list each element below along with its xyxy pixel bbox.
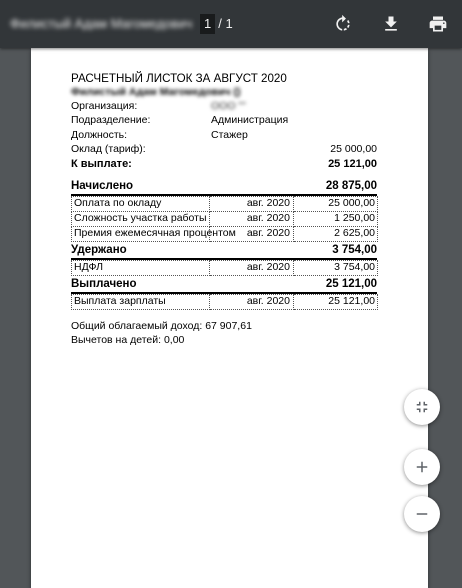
line-name: НДФЛ bbox=[72, 260, 210, 275]
withheld-table bbox=[71, 260, 378, 276]
line-period: авг. 2020 bbox=[210, 260, 294, 275]
accrued-table bbox=[71, 196, 378, 242]
page-total: / 1 bbox=[218, 16, 233, 31]
page-indicator bbox=[200, 14, 233, 34]
withheld-total: 3 754,00 bbox=[332, 243, 377, 256]
accrued-total: 28 875,00 bbox=[325, 179, 377, 192]
table-row bbox=[72, 226, 378, 241]
print-icon bbox=[428, 14, 448, 34]
current-page-input[interactable]: 1 bbox=[200, 14, 215, 34]
print-button[interactable] bbox=[424, 10, 452, 38]
withheld-header bbox=[71, 243, 377, 258]
info-value: ООО "" bbox=[211, 100, 246, 112]
employee-name: Филистый Адам Магомедович () bbox=[71, 86, 241, 98]
line-amount: 2 625,00 bbox=[294, 226, 378, 241]
withheld-label: Удержано bbox=[71, 243, 127, 256]
info-row-position bbox=[71, 128, 377, 142]
info-label: Организация: bbox=[71, 100, 138, 112]
paid-label: Выплачено bbox=[71, 277, 137, 290]
zoom-in-icon bbox=[413, 458, 431, 476]
payslip bbox=[71, 72, 377, 348]
line-amount: 25 121,00 bbox=[294, 294, 378, 309]
zoom-in-button[interactable] bbox=[404, 449, 440, 485]
download-button[interactable] bbox=[377, 10, 405, 38]
rotate-button[interactable] bbox=[329, 10, 357, 38]
info-label: Должность: bbox=[71, 128, 128, 141]
line-name: Сложность участка работы bbox=[72, 211, 210, 226]
line-name: Выплата зарплаты bbox=[72, 294, 210, 309]
paid-table bbox=[71, 294, 378, 310]
zoom-out-button[interactable] bbox=[404, 496, 440, 532]
child-deductions: Вычетов на детей: 0,00 bbox=[71, 334, 185, 347]
payslip-summary bbox=[71, 319, 377, 348]
info-row-department bbox=[71, 113, 377, 127]
accrued-label: Начислено bbox=[71, 179, 134, 192]
line-period: авг. 2020 bbox=[210, 294, 294, 309]
document-title: Филистый Адам Магомедович bbox=[10, 16, 193, 31]
payout-row bbox=[71, 157, 377, 171]
accrued-header bbox=[71, 179, 377, 194]
pdf-page bbox=[31, 48, 428, 588]
salary-label: Оклад (тариф): bbox=[71, 143, 146, 156]
zoom-out-icon bbox=[413, 505, 431, 523]
line-name: Оплата по окладу bbox=[72, 196, 210, 211]
salary-row bbox=[71, 142, 377, 156]
payout-label: К выплате: bbox=[71, 157, 132, 170]
line-period: авг. 2020 bbox=[210, 196, 294, 211]
rotate-icon bbox=[333, 14, 353, 34]
info-label: Подразделение: bbox=[71, 114, 151, 127]
payout-value: 25 121,00 bbox=[328, 157, 377, 170]
paid-total: 25 121,00 bbox=[325, 277, 377, 290]
line-amount: 1 250,00 bbox=[294, 211, 378, 226]
paid-header bbox=[71, 277, 377, 292]
download-icon bbox=[381, 14, 401, 34]
line-amount: 3 754,00 bbox=[294, 260, 378, 275]
fit-to-page-icon bbox=[413, 398, 431, 416]
table-row bbox=[72, 294, 378, 309]
line-period: авг. 2020 bbox=[210, 211, 294, 226]
payslip-heading: РАСЧЕТНЫЙ ЛИСТОК ЗА АВГУСТ 2020 bbox=[71, 72, 287, 85]
taxable-income: Общий облагаемый доход: 67 907,61 bbox=[71, 319, 252, 332]
line-amount: 25 000,00 bbox=[294, 196, 378, 211]
pdf-toolbar bbox=[0, 0, 462, 48]
info-value: Администрация bbox=[211, 114, 289, 127]
info-row-organization bbox=[71, 99, 377, 113]
fit-to-page-button[interactable] bbox=[404, 389, 440, 425]
table-row bbox=[72, 260, 378, 275]
table-row bbox=[72, 196, 378, 211]
salary-value: 25 000,00 bbox=[330, 143, 377, 156]
line-name: Премия ежемесячная процентом bbox=[72, 226, 210, 241]
line-period: авг. 2020 bbox=[210, 226, 294, 241]
info-value: Стажер bbox=[211, 128, 248, 141]
table-row bbox=[72, 211, 378, 226]
